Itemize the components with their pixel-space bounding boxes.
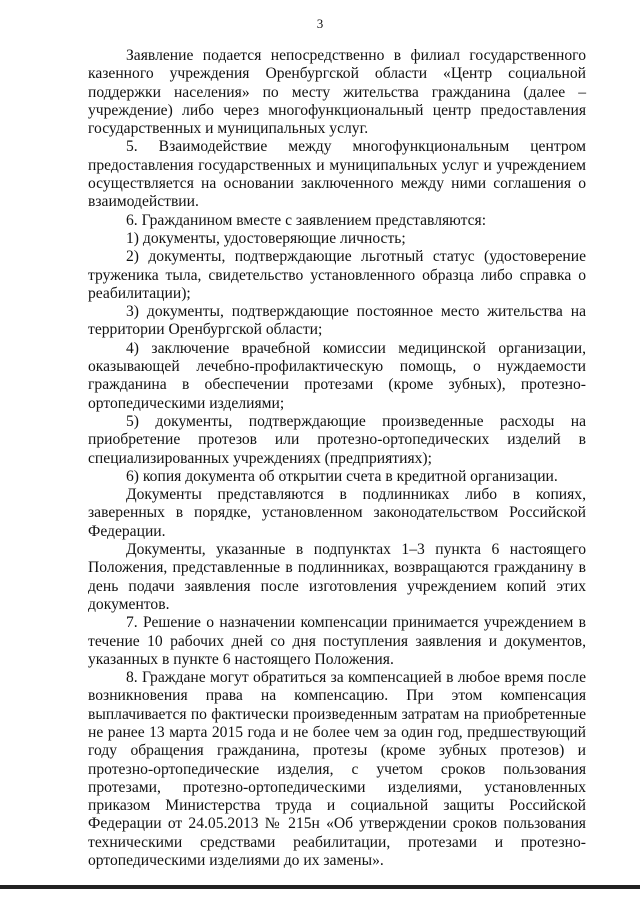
page-bottom-rule bbox=[0, 885, 640, 889]
paragraph-item-7-decision: 7. Решение о назначении компенсации принимается учреждением в течение 10 рабочих дней со дня поступления заявления и документов, указанных в пункте 6 настоящего Положения. bbox=[88, 614, 586, 668]
list-item-residence-documents: 3) документы, подтверждающие постоянное место жительства на территории Оренбургской области; bbox=[88, 303, 586, 339]
paragraph-item-8-compensation: 8. Граждане могут обратиться за компенсацией в любое время после возникновения права на компенсацию. При этом компенсация выплачивается по фактически произведенным затратам на приобретенные не ранее 13 марта 2015 года и не более чем за один год, предшествующий году обращения гражданина, протезы (кроме зубных протезов) и протезно-ортопедические изделия, с учетом сроков пользования протезами, протезно-ортопедическими изделиями, установленных приказом Министерства труда и социальной защиты Российской Федерации от 24.05.2013 № 215н «Об утверждении сроков пользования техническими средствами реабилитации, протезами и протезно-ортопедическими изделиями до их замены». bbox=[88, 669, 586, 870]
paragraph-item-6-documents: 6. Гражданином вместе с заявлением представляются: bbox=[126, 211, 487, 229]
page-number: 3 bbox=[316, 16, 324, 31]
paragraph-documents-returned: Документы, указанные в подпунктах 1–3 пункта 6 настоящего Положения, представленные в подлинниках, возвращаются гражданину в день подачи заявления после изготовления учреждением копий этих документов. bbox=[88, 541, 586, 613]
document-body bbox=[88, 47, 586, 870]
list-item-status-documents: 2) документы, подтверждающие льготный статус (удостоверение труженика тыла, свидетельство установленного образца либо справка о реабилитации); bbox=[88, 248, 586, 302]
paragraph-application-submission: Заявление подается непосредственно в филиал государственного казенного учреждения Оренбургской области «Центр социальной поддержки населения» по месту жительства гражданина (далее – учреждение) либо через многофункциональный центр предоставления государственных и муниципальных услуг. bbox=[88, 47, 586, 138]
list-item-medical-conclusion: 4) заключение врачебной комиссии медицинской организации, оказывающей лечебно-профилактическую помощь, о нуждаемости гражданина в обеспечении протезами (кроме зубных), протезно-ортопедическими изделиями; bbox=[88, 339, 586, 412]
list-item-expense-documents: 5) документы, подтверждающие произведенные расходы на приобретение протезов или протезно-ортопедических изделий в специализированных учреждениях (предприятиях); bbox=[88, 412, 586, 467]
list-item-identity-documents: 1) документы, удостоверяющие личность; bbox=[126, 229, 406, 247]
paragraph-item-5-interaction: 5. Взаимодействие между многофункциональным центром предоставления государственных и муниципальных услуг и учреждением осуществляется на основании заключенного между ними соглашения о взаимодействии. bbox=[88, 138, 586, 211]
paragraph-documents-originals: Документы представляются в подлинниках либо в копиях, заверенных в порядке, установленном законодательством Российской Федерации. bbox=[88, 486, 586, 540]
list-item-bank-account-copy: 6) копия документа об открытии счета в кредитной организации. bbox=[126, 467, 558, 485]
